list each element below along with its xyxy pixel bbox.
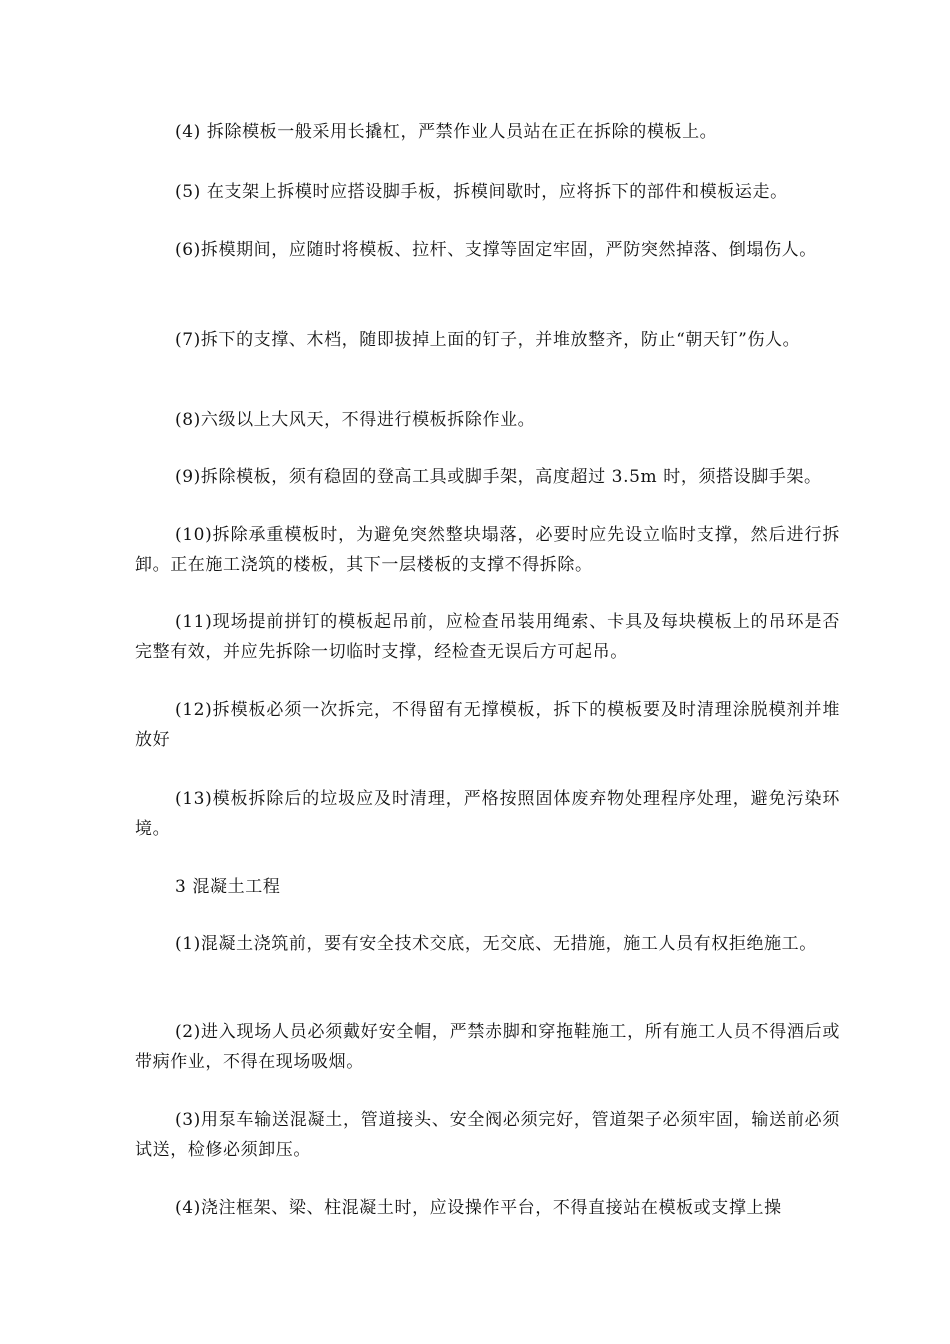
paragraph-concrete-3: (3)用泵车输送混凝土，管道接头、安全阀必须完好，管道架子必须牢固，输送前必须试送，检修必须卸压。 bbox=[135, 1110, 840, 1160]
paragraph-formwork-9: (9)拆除模板，须有稳固的登高工具或脚手架，高度超过 3.5m 时，须搭设脚手架。 bbox=[175, 467, 822, 487]
paragraph-formwork-4: (4) 拆除模板一般采用长撬杠，严禁作业人员站在正在拆除的模板上。 bbox=[175, 122, 718, 142]
paragraph-formwork-6: (6)拆模期间，应随时将模板、拉杆、支撑等固定牢固，严防突然掉落、倒塌伤人。 bbox=[175, 240, 817, 260]
paragraph-concrete-2: (2)进入现场人员必须戴好安全帽，严禁赤脚和穿拖鞋施工，所有施工人员不得酒后或带病作业，不得在现场吸烟。 bbox=[135, 1022, 840, 1072]
paragraph-formwork-11: (11)现场提前拼钉的模板起吊前，应检查吊装用绳索、卡具及每块模板上的吊环是否完整有效，并应先拆除一切临时支撑，经检查无误后方可起吊。 bbox=[135, 612, 840, 662]
paragraph-formwork-12: (12)拆模板必须一次拆完，不得留有无撑模板，拆下的模板要及时清理涂脱模剂并堆放好 bbox=[135, 700, 840, 750]
paragraph-formwork-5: (5) 在支架上拆模时应搭设脚手板，拆模间歇时，应将拆下的部件和模板运走。 bbox=[175, 182, 788, 202]
section-heading-concrete: 3 混凝土工程 bbox=[175, 877, 281, 897]
paragraph-formwork-8: (8)六级以上大风天，不得进行模板拆除作业。 bbox=[175, 410, 536, 430]
paragraph-formwork-13: (13)模板拆除后的垃圾应及时清理，严格按照固体废弃物处理程序处理，避免污染环境。 bbox=[135, 789, 840, 839]
paragraph-concrete-4: (4)浇注框架、梁、柱混凝土时，应设操作平台，不得直接站在模板或支撑上操 bbox=[175, 1198, 782, 1218]
paragraph-formwork-10: (10)拆除承重模板时，为避免突然整块塌落，必要时应先设立临时支撑，然后进行拆卸。正在施工浇筑的楼板，其下一层楼板的支撑不得拆除。 bbox=[135, 525, 840, 575]
paragraph-concrete-1: (1)混凝土浇筑前，要有安全技术交底，无交底、无措施，施工人员有权拒绝施工。 bbox=[175, 934, 817, 954]
paragraph-formwork-7: (7)拆下的支撑、木档，随即拔掉上面的钉子，并堆放整齐，防止“朝天钉”伤人。 bbox=[175, 330, 801, 350]
